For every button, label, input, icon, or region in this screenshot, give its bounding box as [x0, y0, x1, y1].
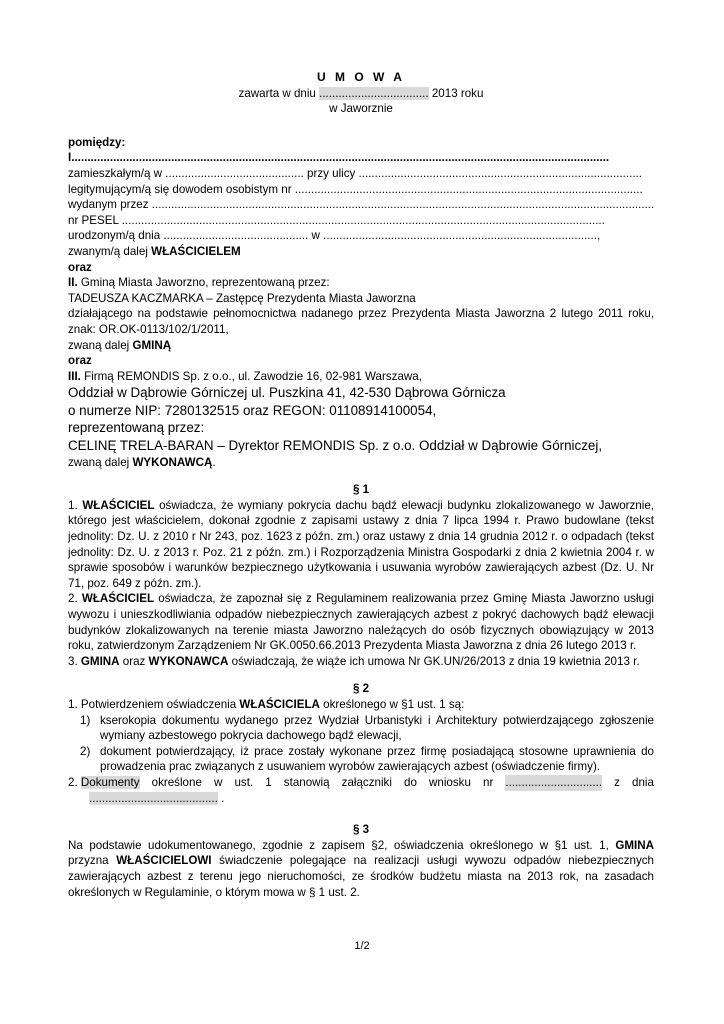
paragraph-number: 2. — [68, 592, 82, 606]
owner-term: WŁAŚCICIEL — [82, 498, 155, 512]
sentence-end: . — [217, 791, 225, 805]
section-1-paragraph-3 — [68, 654, 654, 670]
between-label: pomiędzy: — [68, 135, 126, 149]
birth-date-part: urodzonym/ą dnia ............................................. w — [68, 229, 324, 243]
gmina-representative: TADEUSZA KACZMARKA – Zastępcę Prezydenta Miasta Jaworzna — [68, 291, 416, 305]
gmina-called-line — [68, 338, 654, 354]
owner-term: WŁAŚCICIEL — [81, 592, 155, 606]
list-item-text: kserokopia dokumentu wydanego przez Wydział Urbanistyki i Architektury potwierdzającego zgłoszenie wymiany azbestowego pokrycia dachowego bądź elewacji, — [100, 713, 654, 743]
firm-party-text: Firmą REMONDIS Sp. z o.o., ul. Zawodzie 16, 02-981 Warszawa, — [80, 369, 422, 383]
contract-place: w Jaworznie — [329, 102, 393, 116]
paragraph-text: Na podstawie udokumentowanego, zgodnie z zapisem §2, oświadczenia określonego w §1 ust. 1, — [68, 838, 616, 852]
word: w — [214, 775, 223, 789]
owner-id-card-line[interactable]: legitymującym/ą się dowodem osobistym nr ............................................................................................................ — [68, 182, 643, 196]
firm-called-term: WYKONAWCĄ — [132, 455, 213, 469]
firm-represented-by: reprezentowaną przez: — [68, 420, 205, 436]
gmina-term: GMINA — [80, 654, 120, 668]
section-3-paragraph — [68, 838, 654, 900]
word: dnia — [632, 775, 654, 789]
gmina-authorization: działającego na podstawie pełnomocnictwa nadanego przez Prezydenta Miasta Jaworzna 2 lutego 2011 roku, znak: OR.OK-0113/102/1/2011, — [68, 307, 654, 336]
and-label-2: oraz — [68, 354, 92, 368]
paragraph-number: 3. — [68, 654, 81, 668]
owner-called-prefix: zwanym/ą dalej — [68, 244, 152, 258]
section-1-paragraph-1 — [68, 498, 654, 592]
firm-branch: Oddział w Dąbrowie Górniczej ul. Puszkina 41, 42-530 Dąbrowa Górnicza — [68, 385, 506, 401]
paragraph-number: 1. — [68, 498, 83, 512]
paragraph-number: 2. — [68, 775, 81, 789]
list-item-text: dokument potwierdzający, iż prace zostały wykonane przez firmę posiadającą stosowne uprawnienia do prowadzenia prac związanych z usuwaniem wyrobów zawierających azbest (oświadczenie firmy). — [100, 744, 654, 774]
owner-name-line[interactable]: I....................................................................................................................................................................... — [68, 151, 610, 165]
section-2-paragraph-2 — [68, 775, 654, 791]
paragraph-text: przyzna — [68, 854, 117, 868]
gmina-called-term: GMINĄ — [132, 338, 172, 352]
firm-party-line — [68, 369, 654, 385]
section-2-paragraph-1 — [68, 697, 654, 713]
contract-date-line — [68, 86, 654, 102]
page-number: 1/2 — [354, 940, 370, 952]
gmina-party-text: Gminą Miasta Jaworzno, reprezentowaną przez: — [77, 276, 330, 290]
list-item — [68, 744, 654, 775]
firm-representative: CELINĘ TRELA-BARAN – Dyrektor REMONDIS Sp. z o.o. Oddział w Dąbrowie Górniczej, — [68, 438, 603, 454]
date-blank-field[interactable]: .................................. — [319, 86, 429, 100]
owner-residence-line[interactable]: zamieszkałym/ą w ........................................... przy ulicy ........................................................................................ — [68, 166, 643, 180]
owner-term: WŁAŚCICIELA — [239, 697, 320, 711]
gmina-called-prefix: zwaną dalej — [68, 338, 133, 352]
owner-called-term: WŁAŚCICIELEM — [151, 244, 241, 258]
owner-issued-by-line[interactable]: wydanym przez ............................................................................................................................................................ — [68, 198, 654, 212]
paragraph-number: 1. — [68, 697, 81, 711]
list-item-number: 2) — [80, 744, 91, 758]
owner-birth-line[interactable] — [68, 228, 654, 244]
word: nr — [483, 775, 494, 789]
word: 1 — [265, 775, 272, 789]
application-number-field[interactable]: .............................. — [505, 775, 603, 789]
firm-party-number: III. — [68, 369, 81, 383]
gmina-party-line — [68, 275, 654, 291]
date-suffix: 2013 roku — [428, 86, 484, 100]
word: wniosku — [429, 775, 471, 789]
gmina-term: GMINA — [615, 838, 654, 852]
firm-called-line — [68, 455, 654, 471]
paragraph-text: oświadcza, że wymiany pokrycia dachu bądź elewacji budynku zlokalizowanego w Jaworznie, którego jest właścicielem, dokonał zgodnie z zapisami ustawy z dnia 7 lipca 1994 r. Prawo budowlane (tekst jednolity: Dz. U. z 2010 r Nr 243, poz. 1623 z późn. zm.) oraz ustawy z dnia 14 grudnia 2012 r. o odpadach (tekst jednolity: Dz. U. z 2013 r. Poz. 21 z późn. zm.) i Rozporządzenia Ministra Gospodarki z dnia 2 kwietnia 2004 r. w sprawie sposobów i warunków bezpiecznego użytkowania i usuwania wyrobów zawierających azbest (Dz. U. Nr 71, poz. 649 z późn. zm.). — [68, 498, 654, 590]
and-label-1: oraz — [68, 260, 92, 274]
contractor-term: WYKONAWCA — [148, 654, 229, 668]
word: do — [404, 775, 417, 789]
owner-pesel-line[interactable]: nr PESEL ...................................................................................................................................................... — [68, 213, 605, 227]
word: określone — [151, 775, 202, 789]
paragraph-text: oświadcza, że zapoznał się z Regulaminem realizowania przez Gminę Miasta Jaworzno usługi wywozu i unieszkodliwiania odpadów niebezpiecznych zawierających azbest z pokryć dachowych bądź elewacji budynków zlokalizowanych na terenie miasta Jaworzno należących do osób fizycznych obowiązujący w 2013 roku, zatwierdzonym Zarządzeniem Nr GK.0050.66.2013 Prezydenta Miasta Jaworzna z dnia 26 lutego 2013 r. — [68, 592, 654, 653]
owner-called-line — [68, 244, 654, 260]
firm-called-suffix: . — [212, 455, 216, 469]
word: ust. — [234, 775, 254, 789]
paragraph-text: świadczenie polegające na realizacji usługi wywozu odpadów niebezpiecznych zawierających azbest z terenu jego nieruchomości, ze środków budżetu miasta na 2013 rok, na zasadach określonych w Regulaminie, o którym mowa w § 1 ust. 2. — [68, 854, 654, 899]
word: z — [614, 775, 620, 789]
application-date-field[interactable]: ........................................ — [89, 791, 218, 805]
conjunction: oraz — [119, 654, 149, 668]
birth-place-part: ....................................................................................., — [323, 229, 601, 243]
section-3-heading: § 3 — [352, 823, 370, 837]
firm-nip-regon: o numerze NIP: 7280132515 oraz REGON: 01108914100054, — [68, 402, 437, 418]
section-1-heading: § 1 — [352, 483, 370, 497]
word: załączniki — [341, 775, 392, 789]
date-prefix: zawarta w dniu — [238, 86, 320, 100]
document-title: U M O W A — [317, 70, 405, 84]
p2-start — [68, 775, 140, 791]
paragraph-text: oświadczają, że wiąże ich umowa Nr GK.UN/26/2013 z dnia 19 kwietnia 2013 r. — [228, 654, 640, 668]
list-item — [68, 713, 654, 744]
owner-term: WŁAŚCICIELOWI — [116, 854, 212, 868]
word: stanowią — [283, 775, 330, 789]
word-documents: Dokumenty — [80, 775, 140, 789]
application-date-line — [68, 791, 654, 807]
gmina-party-number: II. — [68, 276, 78, 290]
paragraph-tail: określonego w §1 ust. 1 są: — [319, 697, 465, 711]
firm-called-prefix: zwaną dalej — [68, 455, 133, 469]
list-item-number: 1) — [80, 713, 91, 727]
paragraph-text: Potwierdzeniem oświadczenia — [80, 697, 240, 711]
contract-body — [68, 70, 654, 900]
section-2-heading: § 2 — [352, 682, 370, 696]
section-1-paragraph-2 — [68, 591, 654, 653]
